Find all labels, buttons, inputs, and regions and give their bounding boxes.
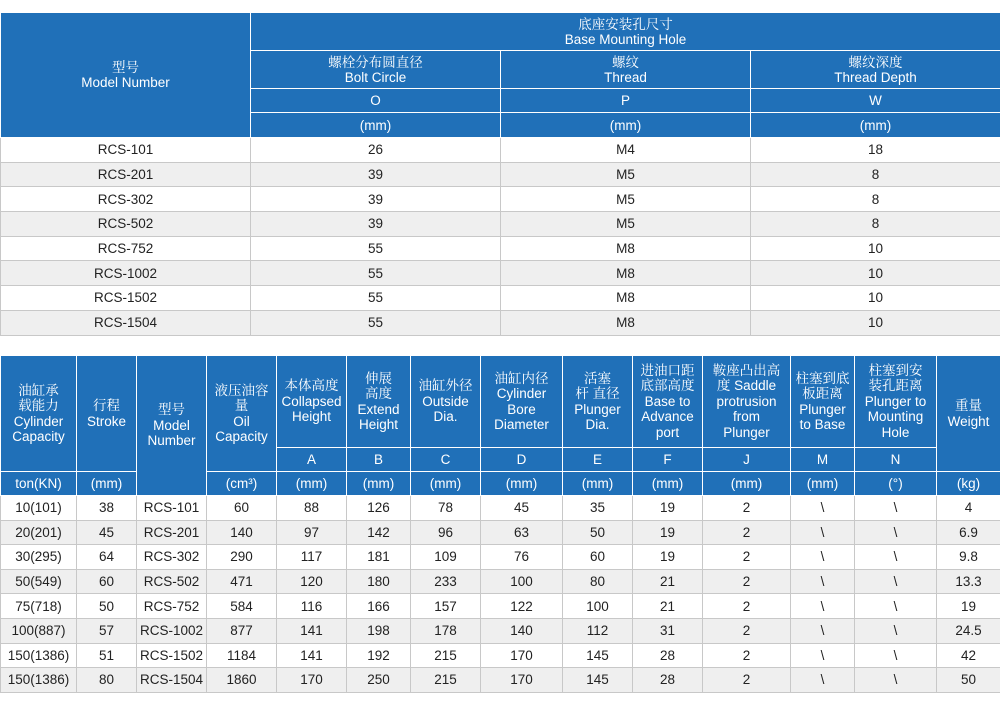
table-cell: 1184: [207, 643, 277, 668]
table-cell: 50: [937, 668, 1000, 693]
table-cell: \: [855, 520, 937, 545]
table-cell: \: [855, 496, 937, 521]
column-header: 活塞 杆 直径 Plunger Dia.: [563, 356, 633, 448]
table-cell: M8: [501, 236, 751, 261]
table-cell: RCS-1504: [1, 310, 251, 335]
column-code: B: [347, 448, 411, 472]
table-cell: \: [855, 594, 937, 619]
column-unit: ton(KN): [1, 472, 77, 496]
table-row: [1, 212, 1000, 237]
table-cell: 18: [751, 138, 1000, 163]
table-cell: 31: [633, 618, 703, 643]
table-cell: RCS-1502: [137, 643, 207, 668]
table-cell: 10: [751, 286, 1000, 311]
table-cell: \: [791, 496, 855, 521]
table-cell: 100(887): [1, 618, 77, 643]
table-cell: 198: [347, 618, 411, 643]
table-cell: \: [855, 643, 937, 668]
table-cell: RCS-1504: [137, 668, 207, 693]
column-unit: (mm): [77, 472, 137, 496]
table-cell: \: [855, 545, 937, 570]
table-cell: \: [791, 618, 855, 643]
bolt-circle-header: 螺栓分布圆直径 Bolt Circle: [251, 51, 501, 89]
table-row: [1, 618, 1000, 643]
table-cell: 170: [481, 668, 563, 693]
column-code: E: [563, 448, 633, 472]
table-cell: 28: [633, 643, 703, 668]
table-cell: RCS-101: [137, 496, 207, 521]
table-row: [1, 594, 1000, 619]
table-row: [1, 138, 1000, 163]
table-cell: 116: [277, 594, 347, 619]
table-cell: 13.3: [937, 569, 1000, 594]
table-cell: 178: [411, 618, 481, 643]
table-cell: 290: [207, 545, 277, 570]
table-cell: \: [791, 520, 855, 545]
table-cell: 55: [251, 236, 501, 261]
table-cell: M5: [501, 162, 751, 187]
table-cell: \: [791, 643, 855, 668]
table-cell: RCS-502: [1, 212, 251, 237]
table-cell: \: [855, 618, 937, 643]
column-header: 液压油容 量 Oil Capacity: [207, 356, 277, 472]
table-cell: 10: [751, 236, 1000, 261]
column-header: 油缸承 载能力 Cylinder Capacity: [1, 356, 77, 472]
table-cell: 75(718): [1, 594, 77, 619]
table-cell: 80: [77, 668, 137, 693]
table-cell: 150(1386): [1, 643, 77, 668]
column-header: 伸展 高度 Extend Height: [347, 356, 411, 448]
table-cell: 215: [411, 643, 481, 668]
table-cell: 1860: [207, 668, 277, 693]
table-cell: 21: [633, 569, 703, 594]
model-number-header: 型号 Model Number: [1, 13, 251, 138]
thread-depth-header: 螺纹深度 Thread Depth: [751, 51, 1000, 89]
table-row: [1, 569, 1000, 594]
table-cell: 38: [77, 496, 137, 521]
column-header: 柱塞到安 装孔距离 Plunger to Mounting Hole: [855, 356, 937, 448]
table-cell: \: [855, 668, 937, 693]
table-cell: 141: [277, 618, 347, 643]
column-unit: (mm): [751, 113, 1000, 138]
table-cell: 35: [563, 496, 633, 521]
table-cell: 50: [77, 594, 137, 619]
table-cell: 2: [703, 594, 791, 619]
table-cell: 88: [277, 496, 347, 521]
cylinder-spec-table: [0, 355, 1000, 693]
table-cell: 2: [703, 545, 791, 570]
table-cell: RCS-302: [137, 545, 207, 570]
column-header: 柱塞到底 板距离 Plunger to Base: [791, 356, 855, 448]
table-cell: 55: [251, 310, 501, 335]
table-cell: 60: [563, 545, 633, 570]
table-row: [1, 496, 1000, 521]
table-row: [1, 286, 1000, 311]
table-cell: RCS-302: [1, 187, 251, 212]
table-cell: M8: [501, 261, 751, 286]
table-cell: 6.9: [937, 520, 1000, 545]
column-header: 鞍座凸出高 度 Saddle protrusion from Plunger: [703, 356, 791, 448]
table-cell: 2: [703, 668, 791, 693]
table-cell: \: [791, 545, 855, 570]
table-row: [1, 668, 1000, 693]
table-cell: RCS-1002: [137, 618, 207, 643]
cylinder-spec-rows: [1, 496, 1000, 693]
table-cell: \: [791, 569, 855, 594]
table-cell: 20(201): [1, 520, 77, 545]
table-cell: 24.5: [937, 618, 1000, 643]
table-cell: M4: [501, 138, 751, 163]
table-cell: RCS-201: [137, 520, 207, 545]
table-cell: 122: [481, 594, 563, 619]
table-cell: 10: [751, 261, 1000, 286]
column-code: N: [855, 448, 937, 472]
table-cell: 250: [347, 668, 411, 693]
table-cell: 215: [411, 668, 481, 693]
column-unit: (mm): [501, 113, 751, 138]
table-cell: 10(101): [1, 496, 77, 521]
table-cell: 76: [481, 545, 563, 570]
table-cell: 8: [751, 187, 1000, 212]
table-cell: RCS-101: [1, 138, 251, 163]
table-cell: 166: [347, 594, 411, 619]
table-cell: 471: [207, 569, 277, 594]
table-cell: 45: [481, 496, 563, 521]
column-header: 油缸外径 Outside Dia.: [411, 356, 481, 448]
column-header: 行程 Stroke: [77, 356, 137, 472]
table-cell: 21: [633, 594, 703, 619]
cylinder-spec-header: [1, 356, 1000, 496]
column-unit: (mm): [481, 472, 563, 496]
table-cell: 19: [633, 496, 703, 521]
table-cell: \: [791, 594, 855, 619]
table-cell: M5: [501, 187, 751, 212]
column-header: 油缸内径 Cylinder Bore Diameter: [481, 356, 563, 448]
table-cell: 64: [77, 545, 137, 570]
table-cell: 100: [481, 569, 563, 594]
table-cell: 9.8: [937, 545, 1000, 570]
table-row: [1, 643, 1000, 668]
table-cell: 45: [77, 520, 137, 545]
table-cell: 55: [251, 286, 501, 311]
table-cell: 55: [251, 261, 501, 286]
table-cell: 19: [633, 545, 703, 570]
column-unit: (mm): [347, 472, 411, 496]
table-cell: 142: [347, 520, 411, 545]
table-cell: 4: [937, 496, 1000, 521]
table-cell: 50: [563, 520, 633, 545]
table-cell: 80: [563, 569, 633, 594]
column-code: W: [751, 89, 1000, 113]
table-cell: 100: [563, 594, 633, 619]
table-cell: 96: [411, 520, 481, 545]
table-cell: RCS-752: [137, 594, 207, 619]
table-row: [1, 236, 1000, 261]
table-cell: 39: [251, 187, 501, 212]
table-cell: 97: [277, 520, 347, 545]
table-cell: 117: [277, 545, 347, 570]
table-cell: RCS-1502: [1, 286, 251, 311]
column-code: M: [791, 448, 855, 472]
table-cell: 50(549): [1, 569, 77, 594]
column-unit: (kg): [937, 472, 1000, 496]
table-row: [1, 187, 1000, 212]
table-cell: 51: [77, 643, 137, 668]
column-header: 重量 Weight: [937, 356, 1000, 472]
table-cell: 42: [937, 643, 1000, 668]
table-cell: 8: [751, 162, 1000, 187]
table-row: [1, 520, 1000, 545]
table-cell: 584: [207, 594, 277, 619]
table-cell: 78: [411, 496, 481, 521]
column-unit: (°): [855, 472, 937, 496]
table-cell: 39: [251, 162, 501, 187]
table-cell: M5: [501, 212, 751, 237]
table-cell: 141: [277, 643, 347, 668]
table-cell: 60: [77, 569, 137, 594]
column-unit: (mm): [703, 472, 791, 496]
table-row: [1, 261, 1000, 286]
column-code: D: [481, 448, 563, 472]
thread-header: 螺纹 Thread: [501, 51, 751, 89]
table-cell: 39: [251, 212, 501, 237]
column-unit: (mm): [251, 113, 501, 138]
column-header: 型号 Model Number: [137, 356, 207, 496]
column-unit: (mm): [633, 472, 703, 496]
table-cell: 57: [77, 618, 137, 643]
table-cell: 157: [411, 594, 481, 619]
table-cell: 181: [347, 545, 411, 570]
table-cell: 126: [347, 496, 411, 521]
table-cell: 150(1386): [1, 668, 77, 693]
column-code: P: [501, 89, 751, 113]
column-code: F: [633, 448, 703, 472]
table-cell: M8: [501, 310, 751, 335]
table-cell: \: [791, 668, 855, 693]
table-cell: 145: [563, 643, 633, 668]
table-cell: 10: [751, 310, 1000, 335]
table-cell: RCS-752: [1, 236, 251, 261]
table-cell: 877: [207, 618, 277, 643]
table-cell: 2: [703, 643, 791, 668]
column-header: 本体高度 Collapsed Height: [277, 356, 347, 448]
table-cell: 180: [347, 569, 411, 594]
column-unit: (mm): [277, 472, 347, 496]
table-cell: \: [855, 569, 937, 594]
table-cell: 28: [633, 668, 703, 693]
table-cell: 140: [481, 618, 563, 643]
table-cell: 170: [277, 668, 347, 693]
table-cell: 2: [703, 618, 791, 643]
table-cell: 192: [347, 643, 411, 668]
table-row: [1, 310, 1000, 335]
table-cell: 2: [703, 520, 791, 545]
table-cell: 145: [563, 668, 633, 693]
table-cell: 112: [563, 618, 633, 643]
column-code: C: [411, 448, 481, 472]
table-row: [1, 545, 1000, 570]
column-unit: (mm): [563, 472, 633, 496]
table-cell: M8: [501, 286, 751, 311]
table-cell: 120: [277, 569, 347, 594]
column-unit: (mm): [411, 472, 481, 496]
table-cell: 2: [703, 569, 791, 594]
table-cell: 233: [411, 569, 481, 594]
column-code: O: [251, 89, 501, 113]
column-code: J: [703, 448, 791, 472]
base-mounting-hole-rows: [1, 138, 1000, 336]
table-row: [1, 162, 1000, 187]
table-cell: RCS-1002: [1, 261, 251, 286]
table-cell: 26: [251, 138, 501, 163]
column-code: A: [277, 448, 347, 472]
table-cell: 2: [703, 496, 791, 521]
table-cell: 60: [207, 496, 277, 521]
table-cell: 170: [481, 643, 563, 668]
table-cell: 19: [633, 520, 703, 545]
table-cell: 140: [207, 520, 277, 545]
base-mounting-hole-header: 底座安装孔尺寸 Base Mounting Hole: [251, 13, 1000, 51]
table-cell: 30(295): [1, 545, 77, 570]
table-cell: 63: [481, 520, 563, 545]
table-cell: RCS-502: [137, 569, 207, 594]
table-cell: RCS-201: [1, 162, 251, 187]
column-header: 进油口距 底部高度 Base to Advance port: [633, 356, 703, 448]
table-cell: 109: [411, 545, 481, 570]
table-cell: 19: [937, 594, 1000, 619]
column-unit: (mm): [791, 472, 855, 496]
base-mounting-hole-table: [0, 12, 1000, 336]
column-unit: (cm³): [207, 472, 277, 496]
table-cell: 8: [751, 212, 1000, 237]
